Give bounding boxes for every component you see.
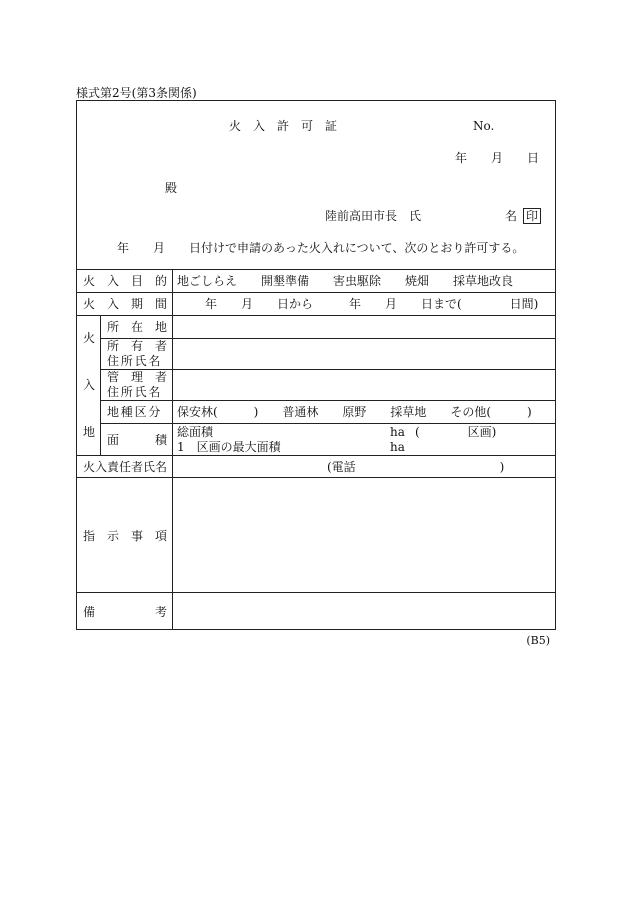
- purpose-options: 地ごしらえ 開墾準備 害虫駆除 焼畑 採草地改良: [177, 274, 514, 288]
- permit-form: [76, 100, 556, 630]
- responsible-label: 火入責任者氏名: [83, 460, 168, 474]
- remarks-label: 備 考: [83, 605, 168, 619]
- seal-mark: 印: [523, 208, 541, 224]
- instructions-label: 指 示 事 項: [83, 529, 168, 543]
- owner-label: 所 有 者: [107, 339, 168, 353]
- manager-label: 管 理 者: [107, 370, 168, 384]
- phone-field: (電話 ): [327, 460, 505, 474]
- purpose-label: 火 入 目 的: [83, 274, 168, 288]
- area-label: 面 積: [107, 433, 168, 447]
- land-class-options: 保安林( ) 普通林 原野 採草地 その他( ): [177, 405, 532, 419]
- manager-address-label: 住所氏名: [107, 385, 163, 399]
- owner-address-label: 住所氏名: [107, 354, 163, 368]
- column-divider: [172, 269, 173, 629]
- form-number-label: 様式第2号(第3条関係): [76, 86, 197, 100]
- area-unit-total: ha: [390, 425, 405, 439]
- row-divider: [77, 592, 555, 593]
- land-class-label: 地種区分: [107, 405, 163, 419]
- form-title: 火 入 許 可 証: [229, 119, 338, 133]
- row-divider: [77, 269, 555, 270]
- mayor-label: 陸前高田市長 氏: [325, 209, 422, 223]
- paper-size-label: (B5): [526, 634, 550, 647]
- row-divider: [100, 338, 555, 339]
- name-label: 名: [505, 209, 518, 223]
- total-area-label: 総面積: [177, 425, 214, 439]
- row-divider: [100, 423, 555, 424]
- permit-statement: 年 月 日付けで申請のあった火入れについて、次のとおり許可する。: [117, 241, 525, 255]
- addressee-suffix: 殿: [165, 181, 178, 195]
- location-label: 所 在 地: [107, 320, 168, 334]
- row-divider: [100, 400, 555, 401]
- row-divider: [77, 292, 555, 293]
- area-unit-max: ha: [390, 440, 405, 454]
- block-count: ( 区画): [415, 425, 497, 439]
- row-divider: [77, 477, 555, 478]
- row-divider: [77, 315, 555, 316]
- land-group-label-1: 火: [83, 331, 96, 345]
- period-label: 火 入 期 間: [83, 297, 168, 311]
- period-value: 年 月 日から 年 月 日まで( 日間): [205, 297, 539, 311]
- land-group-label-2: 入: [83, 378, 96, 392]
- issue-date: 年 月 日: [455, 151, 540, 165]
- land-group-label-3: 地: [83, 425, 96, 439]
- number-label: No.: [473, 119, 495, 133]
- max-block-area-label: 1 区画の最大面積: [177, 440, 281, 454]
- row-divider: [77, 455, 555, 456]
- column-divider: [100, 315, 101, 455]
- row-divider: [100, 369, 555, 370]
